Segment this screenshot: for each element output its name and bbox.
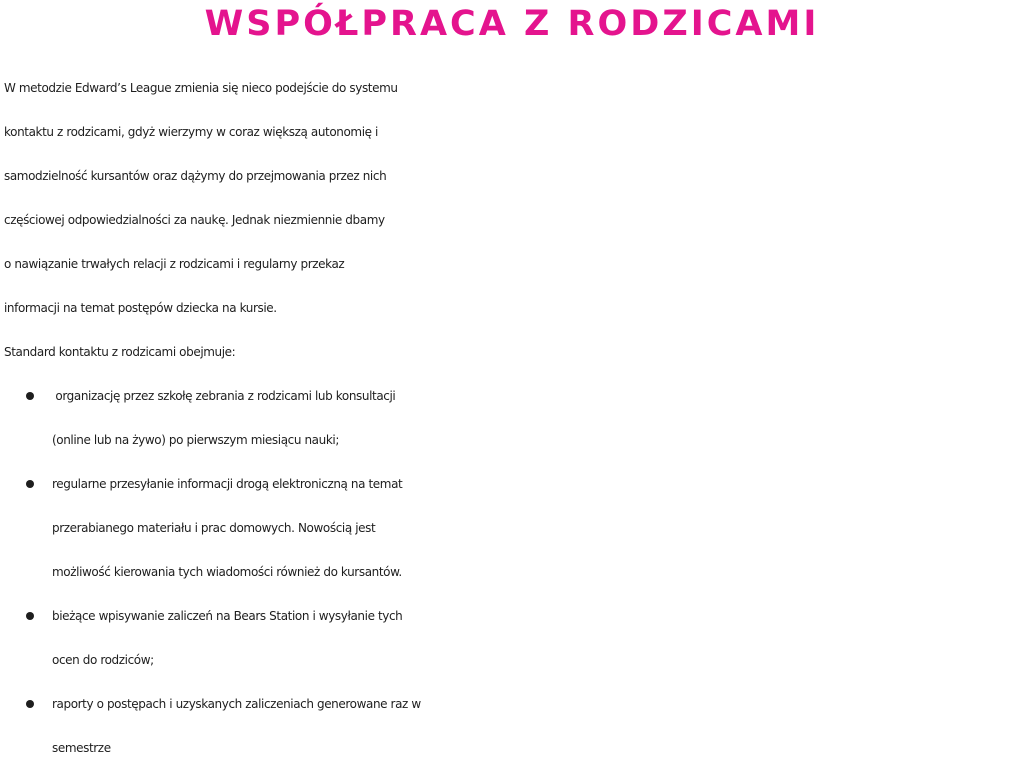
list-item-line: regularne przesyłanie informacji drogą elektroniczną na temat <box>52 477 403 491</box>
bullet-icon <box>26 392 34 400</box>
list-item-line: ocen do rodziców; <box>52 653 154 667</box>
list-item <box>0 594 1024 682</box>
page-title: WSPÓŁPRACA Z RODZICAMI <box>204 4 820 44</box>
intro-line: kontaktu z rodzicami, gdyż wierzymy w coraz większą autonomię i <box>4 125 378 139</box>
list-item <box>0 462 1024 594</box>
list-item-line: bieżące wpisywanie zaliczeń na Bears Station i wysyłanie tych <box>52 609 403 623</box>
list-item-line: (online lub na żywo) po pierwszym miesiącu nauki; <box>52 433 339 447</box>
list-item-line: organizację przez szkołę zebrania z rodzicami lub konsultacji <box>52 389 396 403</box>
list-item-line: raporty o postępach i uzyskanych zaliczeniach generowane raz w <box>52 697 421 711</box>
list-item <box>0 682 1024 768</box>
intro-line: samodzielność kursantów oraz dążymy do przejmowania przez nich <box>4 169 387 183</box>
contact-standard-list <box>0 374 1024 768</box>
intro-line: o nawiązanie trwałych relacji z rodzicami i regularny przekaz <box>4 257 345 271</box>
intro-line: częściowej odpowiedzialności za naukę. Jednak niezmiennie dbamy <box>4 213 385 227</box>
list-item-line: przerabianego materiału i prac domowych. Nowością jest <box>52 521 376 535</box>
bullet-icon <box>26 700 34 708</box>
intro-line: W metodzie Edward’s League zmienia się nieco podejście do systemu <box>4 81 398 95</box>
bullet-icon <box>26 612 34 620</box>
list-item <box>0 374 1024 462</box>
intro-paragraph <box>4 66 1022 374</box>
intro-line: Standard kontaktu z rodzicami obejmuje: <box>4 345 236 359</box>
list-item-line: semestrze <box>52 741 111 755</box>
list-item-line: możliwość kierowania tych wiadomości również do kursantów. <box>52 565 402 579</box>
intro-line: informacji na temat postępów dziecka na kursie. <box>4 301 277 315</box>
bullet-icon <box>26 480 34 488</box>
